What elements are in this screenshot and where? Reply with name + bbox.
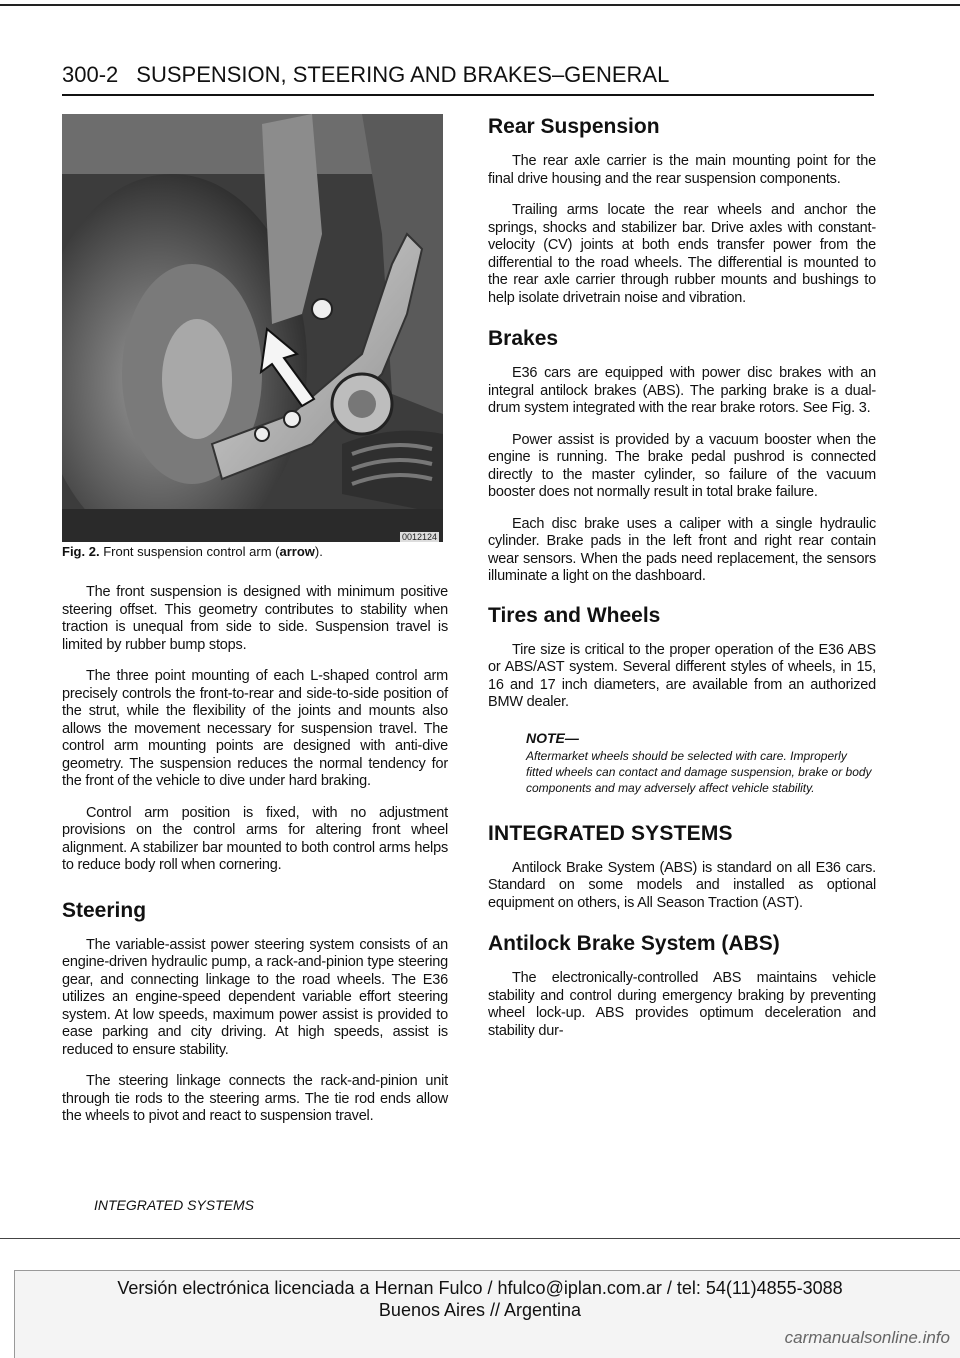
paragraph: Trailing arms locate the rear wheels and anchor the springs, shocks and stabilizer bar. Drive axles with constant-velocity (CV) joints at both ends transfer power from the differential to the road wheels. The differential is mounted to the rear axle carrier through rubber mounts and bushings to help isolate drivetrain noise and vibration. bbox=[488, 202, 876, 306]
figure-caption bbox=[62, 543, 448, 560]
paragraph: Antilock Brake System (ABS) is standard on all E36 cars. Standard on some models and installed as optional equipment on others, is All Season Traction (AST). bbox=[488, 859, 876, 911]
license-line-2: Buenos Aires // Argentina bbox=[378, 1300, 582, 1320]
suspension-photo bbox=[62, 114, 443, 542]
suspension-photo-drawing bbox=[62, 114, 443, 542]
paragraph: The front suspension is designed with minimum positive steering offset. This geometry contributes to stability when traction is unequal from side to side. Suspension travel is limited by rubber bump stops. bbox=[62, 584, 448, 653]
watermark: carmanualsonline.info bbox=[784, 1328, 950, 1347]
paragraph: The rear axle carrier is the main mounting point for the final drive housing and the rear suspension components. bbox=[488, 153, 876, 187]
note-box bbox=[526, 730, 876, 796]
left-column bbox=[62, 543, 448, 1140]
license-line-1: Versión electrónica licenciada a Hernan Fulco / hfulco@iplan.com.ar / tel: 54(11)4855-3088 bbox=[117, 1278, 843, 1298]
figure-code: 0012124 bbox=[401, 532, 437, 542]
section-heading-brakes: Brakes bbox=[488, 327, 559, 350]
paragraph: Control arm position is fixed, with no adjustment provisions on the control arms for altering front wheel alignment. A stabilizer bar mounted to both control arms helps to reduce body roll when cornering. bbox=[62, 804, 448, 873]
figure-caption-label: Fig. 2. bbox=[62, 544, 100, 559]
bottom-rule bbox=[0, 1238, 960, 1239]
paragraph: Each disc brake uses a caliper with a single hydraulic cylinder. Brake pads in the left front and right rear contain wear sensors. When the pads need replacement, the sensors illuminate a light on the dashboard. bbox=[488, 515, 876, 584]
top-border-line bbox=[0, 4, 960, 6]
paragraph: The electronically-controlled ABS maintains vehicle stability and control during emergency braking by preventing wheel lock-up. ABS provides optimum deceleration and stability dur- bbox=[488, 970, 876, 1039]
paragraph: The three point mounting of each L-shaped control arm precisely controls the front-to-rear and side-to-side position of the strut, while the flexibility of the joints and mounts also allows the movement necessary for suspension travel. The control arm mounting points are designed with anti-dive geometry. The suspension reduces the normal tendency for the front of the vehicle to dive under hard braking. bbox=[62, 668, 448, 789]
paragraph: E36 cars are equipped with power disc brakes with an integral antilock brakes (ABS). The parking brake is a dual-drum system integrated with the rear brake rotors. See Fig. 3. bbox=[488, 365, 876, 416]
paragraph: The steering linkage connects the rack-and-pinion unit through tie rods to the steering arms. The tie rod ends allow the wheels to pivot and react to suspension travel. bbox=[62, 1073, 448, 1124]
page-title: SUSPENSION, STEERING AND BRAKES–GENERAL bbox=[136, 62, 670, 87]
section-heading-rear-suspension: Rear Suspension bbox=[488, 115, 660, 138]
header-rule bbox=[62, 94, 874, 96]
figure-caption-text: Front suspension control arm ( bbox=[103, 544, 280, 559]
footer-section-label: INTEGRATED SYSTEMS bbox=[94, 1197, 254, 1213]
figure-caption-end: ). bbox=[314, 544, 323, 559]
paragraph: Power assist is provided by a vacuum booster when the engine is running. The brake pedal pushrod is connected directly to the master cylinder, so failure of the vacuum booster does not normally result in total brake failure. bbox=[488, 431, 876, 500]
section-heading-steering: Steering bbox=[62, 898, 147, 922]
license-notice bbox=[0, 1277, 960, 1321]
right-column bbox=[488, 115, 876, 1054]
section-heading-tires-wheels: Tires and Wheels bbox=[488, 603, 661, 627]
page-number: 300-2 bbox=[62, 62, 119, 87]
note-label: NOTE— bbox=[526, 729, 579, 746]
paragraph: Tire size is critical to the proper operation of the E36 ABS or ABS/AST system. Several different styles of wheels, in 15, 16 and 17 inch diameters, are available from an authorized BMW dealer. bbox=[488, 641, 876, 710]
note-text: Aftermarket wheels should be selected with care. Improperly fitted wheels can contact and damage suspension, brake or body components and may adversely affect vehicle stability. bbox=[526, 748, 872, 795]
section-heading-integrated-systems: INTEGRATED SYSTEMS bbox=[488, 821, 733, 845]
figure-caption-bold: arrow bbox=[279, 544, 315, 559]
section-heading-abs: Antilock Brake System (ABS) bbox=[488, 932, 780, 955]
page-header bbox=[62, 62, 669, 88]
paragraph: The variable-assist power steering system consists of an engine-driven hydraulic pump, a rack-and-pinion type steering gear, and connecting linkage to the road wheels. The E36 utilizes an engine-speed dependent variable effort steering system. At low speeds, maximum power assist is provided to ease parking and city driving. At high speeds, assist is reduced to ensure stability. bbox=[62, 936, 448, 1058]
